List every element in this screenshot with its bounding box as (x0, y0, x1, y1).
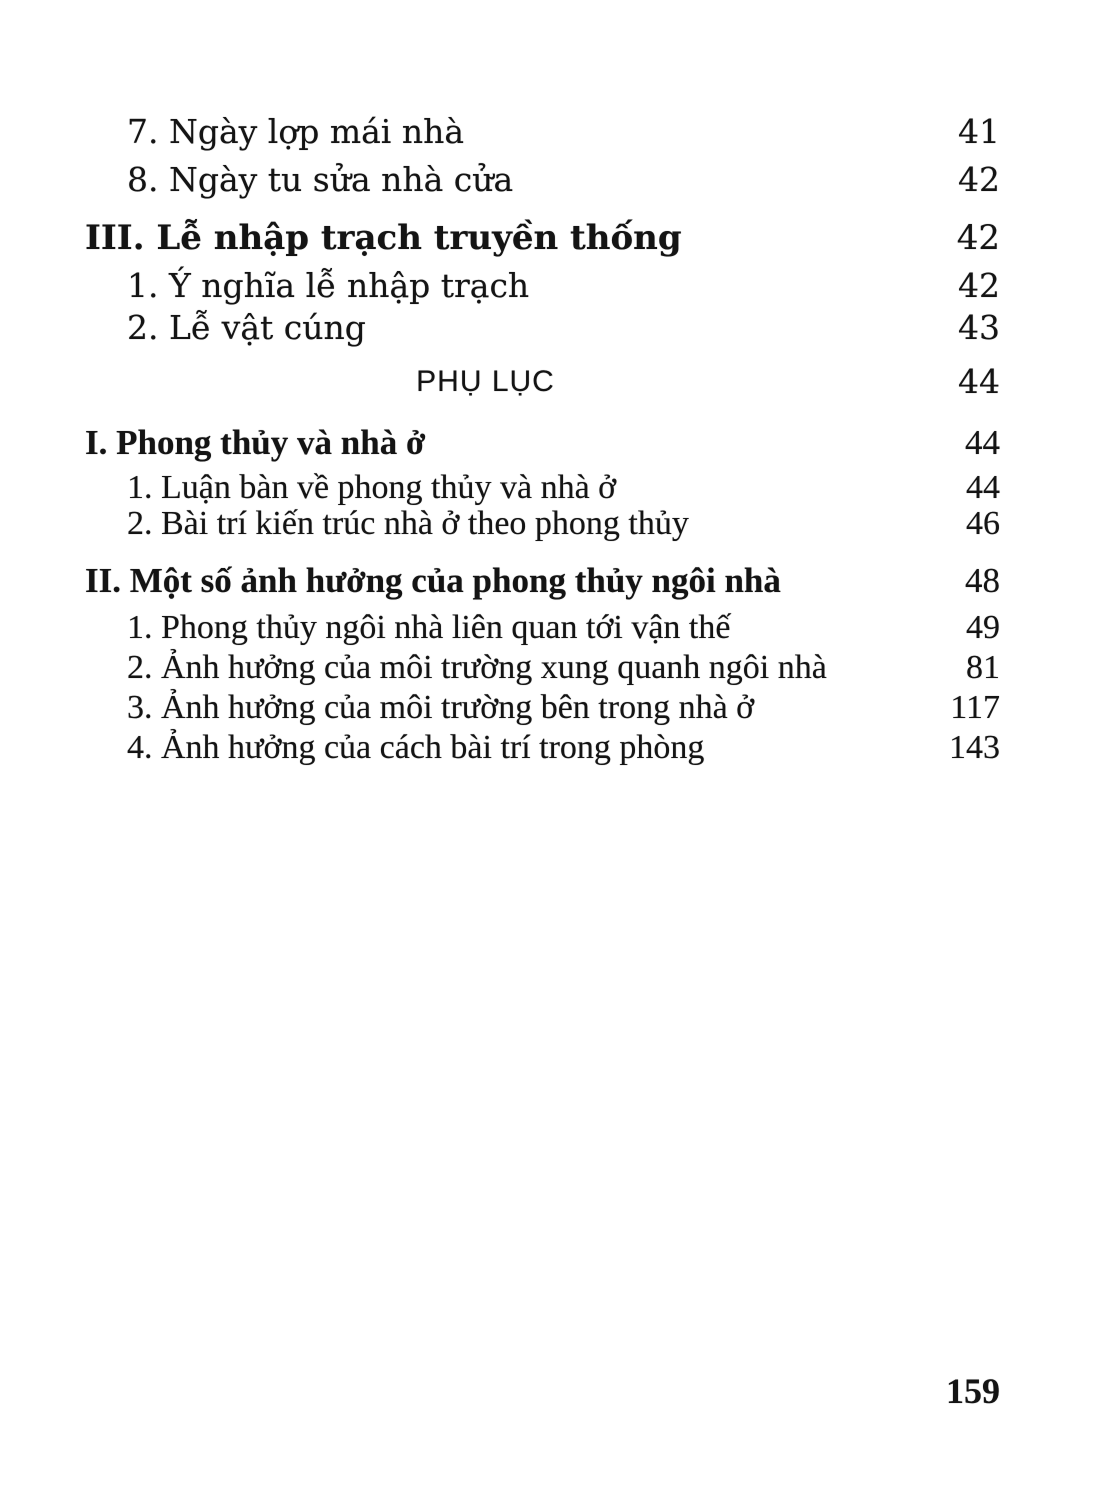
toc-section-heading-label: III. Lễ nhập trạch truyền thống (85, 218, 682, 258)
toc-entry-page: 44 (965, 423, 1000, 462)
toc-entry-page: 49 (966, 609, 1000, 646)
toc-entry (85, 504, 1000, 544)
toc-entry-label: 1. Phong thủy ngôi nhà liên quan tới vận thế (127, 609, 731, 646)
toc-entry-label: 7. Ngày lợp mái nhà (127, 112, 465, 151)
toc-entry (85, 728, 1000, 768)
toc-entry-label: 8. Ngày tu sửa nhà cửa (127, 160, 514, 199)
toc-entry-label: 2. Ảnh hưởng của môi trường xung quanh ngôi nhà (127, 649, 827, 686)
toc-entry (85, 688, 1000, 728)
toc-entry-label: 1. Luận bàn về phong thủy và nhà ở (127, 469, 617, 506)
table-of-contents (85, 108, 1000, 768)
toc-entry (85, 468, 1000, 508)
toc-entry-page: 42 (958, 266, 1000, 305)
toc-entry-page: 43 (958, 308, 1000, 347)
toc-entry-page: 41 (958, 112, 1000, 151)
toc-section-heading (85, 214, 1000, 262)
toc-entry (85, 262, 1000, 310)
toc-entry-page: 81 (966, 649, 1000, 686)
toc-entry-page: 42 (958, 160, 1000, 199)
toc-entry-page: 117 (950, 689, 1000, 726)
toc-entry-page: 48 (965, 561, 1000, 600)
toc-entry (85, 648, 1000, 688)
toc-entry (85, 108, 1000, 156)
toc-section-heading (85, 558, 1000, 604)
page-number: 159 (946, 1371, 1000, 1411)
toc-entry-page: 44 (966, 469, 1000, 506)
toc-entry-label: 1. Ý nghĩa lễ nhập trạch (127, 266, 530, 305)
toc-entry-label: 4. Ảnh hưởng của cách bài trí trong phòng (127, 729, 705, 766)
toc-entry-label: 2. Lễ vật cúng (127, 308, 366, 347)
toc-section-heading-label: II. Một số ảnh hưởng của phong thủy ngôi nhà (85, 561, 781, 600)
toc-section-heading-label: I. Phong thủy và nhà ở (85, 423, 426, 462)
toc-entry-page: 143 (949, 729, 1000, 766)
toc-entry-page: 42 (956, 218, 1000, 258)
toc-entry-label: 3. Ảnh hưởng của môi trường bên trong nhà ở (127, 689, 755, 726)
toc-section-heading (85, 420, 1000, 466)
toc-entry-page: 46 (966, 505, 1000, 542)
appendix-title: PHỤ LỤC (416, 365, 555, 398)
toc-entry-label: 2. Bài trí kiến trúc nhà ở theo phong thủy (127, 505, 689, 542)
appendix-title-row (85, 360, 1000, 404)
toc-entry-page: 44 (958, 362, 1000, 401)
toc-entry (85, 608, 1000, 648)
toc-entry (85, 156, 1000, 204)
toc-entry (85, 304, 1000, 352)
